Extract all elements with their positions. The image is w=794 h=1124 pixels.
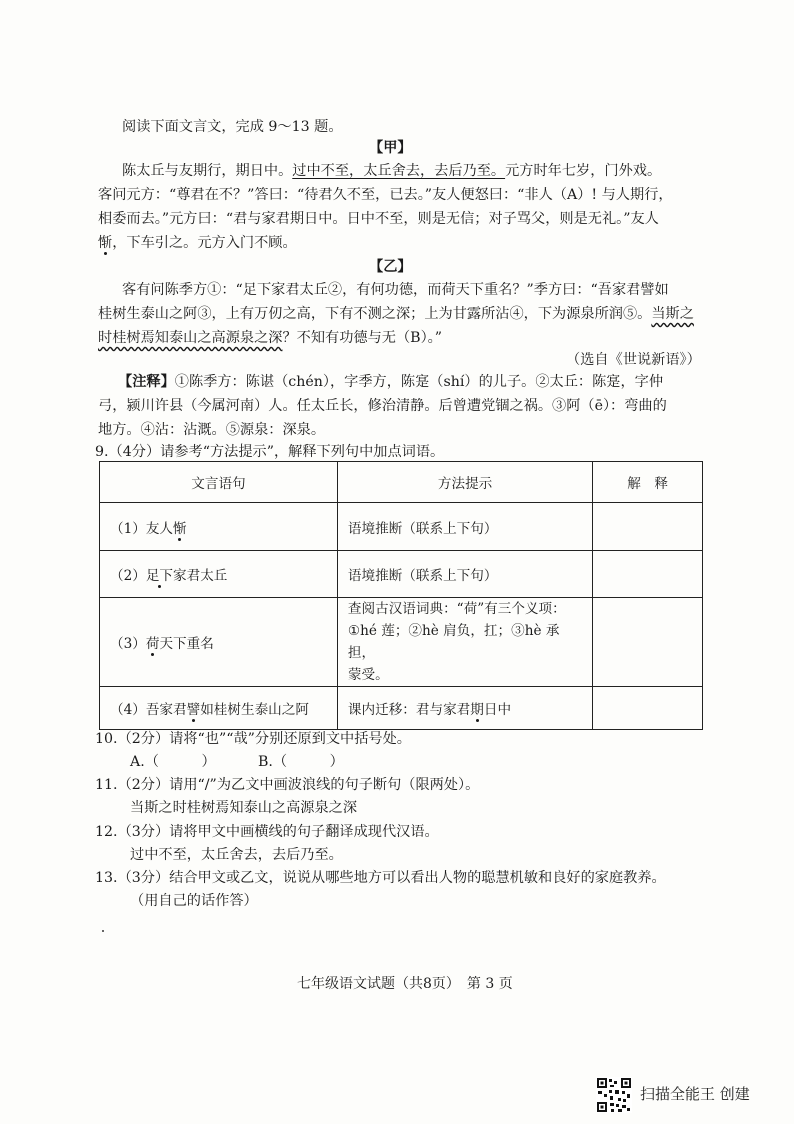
yi-line-3 xyxy=(98,326,442,350)
yi-line-2 xyxy=(98,302,694,326)
row4-dotted: 譬 xyxy=(186,702,201,718)
page-footer: 七年级语文试题（共8页） 第 3 页 xyxy=(297,976,513,992)
notes-line-1 xyxy=(118,370,663,394)
jia-underlined-sentence: 过中不至，太丘舍去，去后乃至。 xyxy=(292,163,506,179)
jia-line-2: 客问元方：“尊君在不？”答曰：“待君久不至，已去。”友人便怒曰：“非人（A）! 与人期行， xyxy=(98,187,673,203)
jia-dotted-word: 惭 xyxy=(98,235,113,251)
stray-mark xyxy=(102,930,104,932)
jia-line-1 xyxy=(122,159,661,183)
notes-line-3: 地方。④沾：沾溉。⑤源泉：深泉。 xyxy=(98,422,326,438)
notes-label: 【注释】 xyxy=(118,374,175,390)
jia-line-1c: 元方时年七岁，门外戏。 xyxy=(505,163,662,179)
row2-answer-cell[interactable] xyxy=(593,551,703,598)
row2-sentence: （2）足下家君太丘 xyxy=(100,551,338,598)
row1-hint: 语境推断（联系上下句） xyxy=(337,503,592,551)
row4-answer-cell[interactable] xyxy=(593,687,703,730)
q10-stem: 10.（2分）请将“也”“哉”分别还原到文中括号处。 xyxy=(95,731,411,747)
row2-dotted: 足下 xyxy=(145,568,174,584)
header-sentence: 文言语句 xyxy=(100,462,338,503)
yi-wavy-start: 当斯之 xyxy=(651,306,694,322)
q9-stem: 9.（4分）请参考“方法提示”，解释下列句中加点词语。 xyxy=(95,444,445,460)
q13-stem: 13.（3分）结合甲文或乙文，说说从哪些地方可以看出人物的聪慧机敏和良好的家庭教养。 xyxy=(95,870,666,886)
table-row xyxy=(100,503,703,551)
notes-text-1: ①陈季方：陈谌（chén），字季方，陈寔（shí）的儿子。②太丘：陈寔，字仲 xyxy=(174,374,664,390)
row4-sentence: （4）吾家君譬如桂树生泰山之阿 xyxy=(100,687,338,730)
yi-title: 【乙】 xyxy=(369,259,412,275)
row2-hint: 语境推断（联系上下句） xyxy=(337,551,592,598)
row1-answer-cell[interactable] xyxy=(593,503,703,551)
header-hint: 方法提示 xyxy=(337,462,592,503)
intro-text: 阅读下面文言文，完成 9～13 题。 xyxy=(122,119,343,135)
table-row xyxy=(100,687,703,730)
yi-line-3b: ？不知有功德与无（B）。” xyxy=(282,330,442,346)
scanner-watermark: 扫描全能王 创建 xyxy=(640,1085,750,1103)
q10-answer-b[interactable]: B.（ ） xyxy=(258,754,344,770)
q12-text: 过中不至，太丘舍去，去后乃至。 xyxy=(130,847,343,863)
source-citation: （选自《世说新语》） xyxy=(566,352,701,368)
row1-dotted: 惭 xyxy=(173,520,187,537)
row4-hint-dotted: 期 xyxy=(470,702,484,718)
table-header-row xyxy=(100,462,703,503)
notes-line-2: 弓，颍川许县（今属河南）人。任太丘长，修治清静。后曾遭党锢之祸。③阿（ē）：弯曲的 xyxy=(98,398,667,414)
header-answer: 解 释 xyxy=(593,462,703,503)
row3-sentence: （3）荷天下重名 xyxy=(100,598,338,687)
row1-sentence: （1）友人惭 xyxy=(100,503,338,551)
q11-stem: 11.（2分）请用“/”为乙文中画波浪线的句子断句（限两处）。 xyxy=(95,777,480,793)
yi-line-2a: 桂树生泰山之阿③，上有万仞之高，下有不测之深；上为甘露所沾④，下为源泉所润⑤。 xyxy=(98,306,652,322)
q10-answer-a[interactable]: A.（ ） xyxy=(130,754,216,770)
row3-hint: 查阅古汉语词典：“荷”有三个义项： ①hé 莲；②hè 肩负，扛；③hè 承担， 蒙受。 xyxy=(337,598,592,687)
jia-line-4 xyxy=(98,231,297,255)
jia-line-1a: 陈太丘与友期行，期日中。 xyxy=(122,163,293,179)
row4-hint: 课内迁移：君与家君期日中 xyxy=(337,687,592,730)
table-row xyxy=(100,598,703,687)
qr-code-icon xyxy=(596,1077,632,1113)
q11-text: 当斯之时桂树焉知泰山之高源泉之深 xyxy=(130,800,358,816)
q12-stem: 12.（3分）请将甲文中画横线的句子翻译成现代汉语。 xyxy=(95,824,439,840)
q13-note: （用自己的话作答） xyxy=(130,893,258,909)
jia-line-4b: ，下车引之。元方入门不顾。 xyxy=(112,235,297,251)
jia-line-3: 相委而去。”元方曰：“君与家君期日中。日中不至，则是无信；对子骂父，则是无礼。”友人 xyxy=(98,211,659,227)
row3-dotted: 荷 xyxy=(145,636,160,652)
yi-line-1: 客有问陈季方①：“足下家君太丘②，有何功德，而荷天下重名？”季方曰：“吾家君譬如 xyxy=(122,282,669,298)
q9-table xyxy=(99,461,703,730)
table-row xyxy=(100,551,703,598)
jia-title: 【甲】 xyxy=(369,140,412,156)
yi-wavy-sentence: 时桂树焉知泰山之高源泉之深 xyxy=(98,330,283,346)
row3-answer-cell[interactable] xyxy=(593,598,703,687)
